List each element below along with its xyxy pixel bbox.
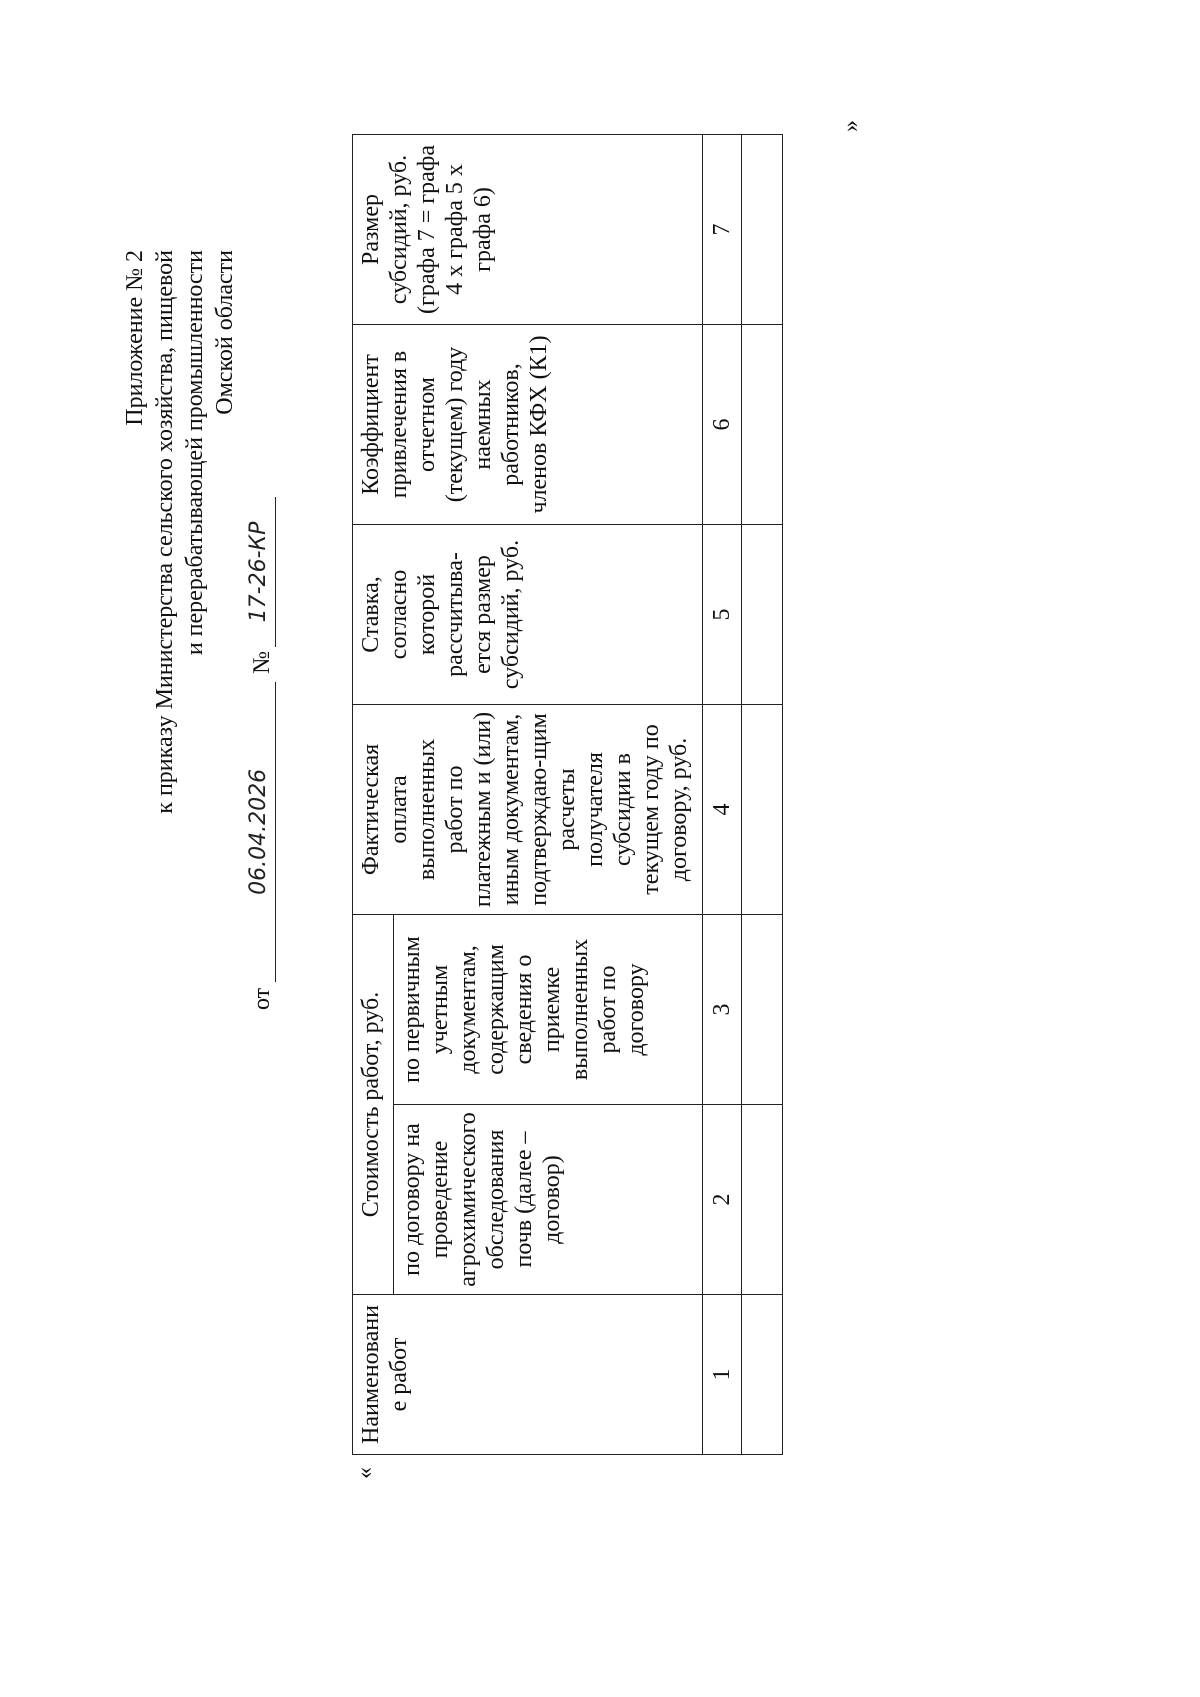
col2-header: по договору на проведение агрохимического обследования почв (далее – договор) bbox=[394, 1105, 703, 1295]
empty-cell bbox=[742, 524, 783, 704]
number-label: № bbox=[249, 650, 275, 674]
col-number-3: 3 bbox=[703, 914, 742, 1104]
col-number-2: 2 bbox=[703, 1105, 742, 1295]
subsidy-table bbox=[352, 134, 783, 1455]
handwritten-date: 06.04.2026 bbox=[245, 682, 276, 982]
col-number-5: 5 bbox=[703, 524, 742, 704]
table-header-row-1 bbox=[353, 134, 394, 1454]
col3-header: по первичным учетным документам, содержащим сведения о приемке выполненных работ по договору bbox=[394, 914, 703, 1104]
closing-quote: » bbox=[838, 120, 864, 132]
order-date-number bbox=[245, 250, 276, 1010]
col4-header: Фактическая оплата выполненных работ по платежным и (или) иным документам, подтверждаю-щим расчеты получателя субсидии в текущем году по договору, руб. bbox=[353, 704, 703, 914]
empty-cell bbox=[742, 1105, 783, 1295]
empty-cell bbox=[742, 324, 783, 524]
empty-cell bbox=[742, 134, 783, 324]
column-number-row bbox=[703, 134, 742, 1454]
from-label: от bbox=[249, 987, 275, 1010]
handwritten-number: 17-26-КР bbox=[245, 497, 276, 647]
col7-header: Размер субсидий, руб. (графа 7 = графа 4 х графа 5 х графа 6) bbox=[353, 134, 703, 324]
empty-cell bbox=[742, 914, 783, 1104]
col1-header: Наименование работ bbox=[353, 1295, 703, 1455]
order-line-2: и перерабатывающей промышленности bbox=[182, 250, 208, 656]
empty-cell bbox=[742, 704, 783, 914]
col6-header: Коэффициент привлечения в отчетном (текущем) году наемных работников, членов КФХ (К1) bbox=[353, 324, 703, 524]
col5-header: Ставка, согласно которой рассчитыва-ется размер субсидий, руб. bbox=[353, 524, 703, 704]
empty-cell bbox=[742, 1295, 783, 1455]
col-number-1: 1 bbox=[703, 1295, 742, 1455]
order-line-1: к приказу Министерства сельского хозяйства, пищевой bbox=[152, 250, 178, 814]
opening-quote: « bbox=[352, 1467, 378, 1479]
order-line-3: Омской области bbox=[212, 250, 238, 415]
cost-group-header: Стоимость работ, руб. bbox=[353, 914, 394, 1294]
document-header bbox=[120, 250, 240, 814]
appendix-title: Приложение № 2 bbox=[122, 250, 148, 426]
col-number-6: 6 bbox=[703, 324, 742, 524]
empty-data-row bbox=[742, 134, 783, 1454]
col-number-4: 4 bbox=[703, 704, 742, 914]
col-number-7: 7 bbox=[703, 134, 742, 324]
